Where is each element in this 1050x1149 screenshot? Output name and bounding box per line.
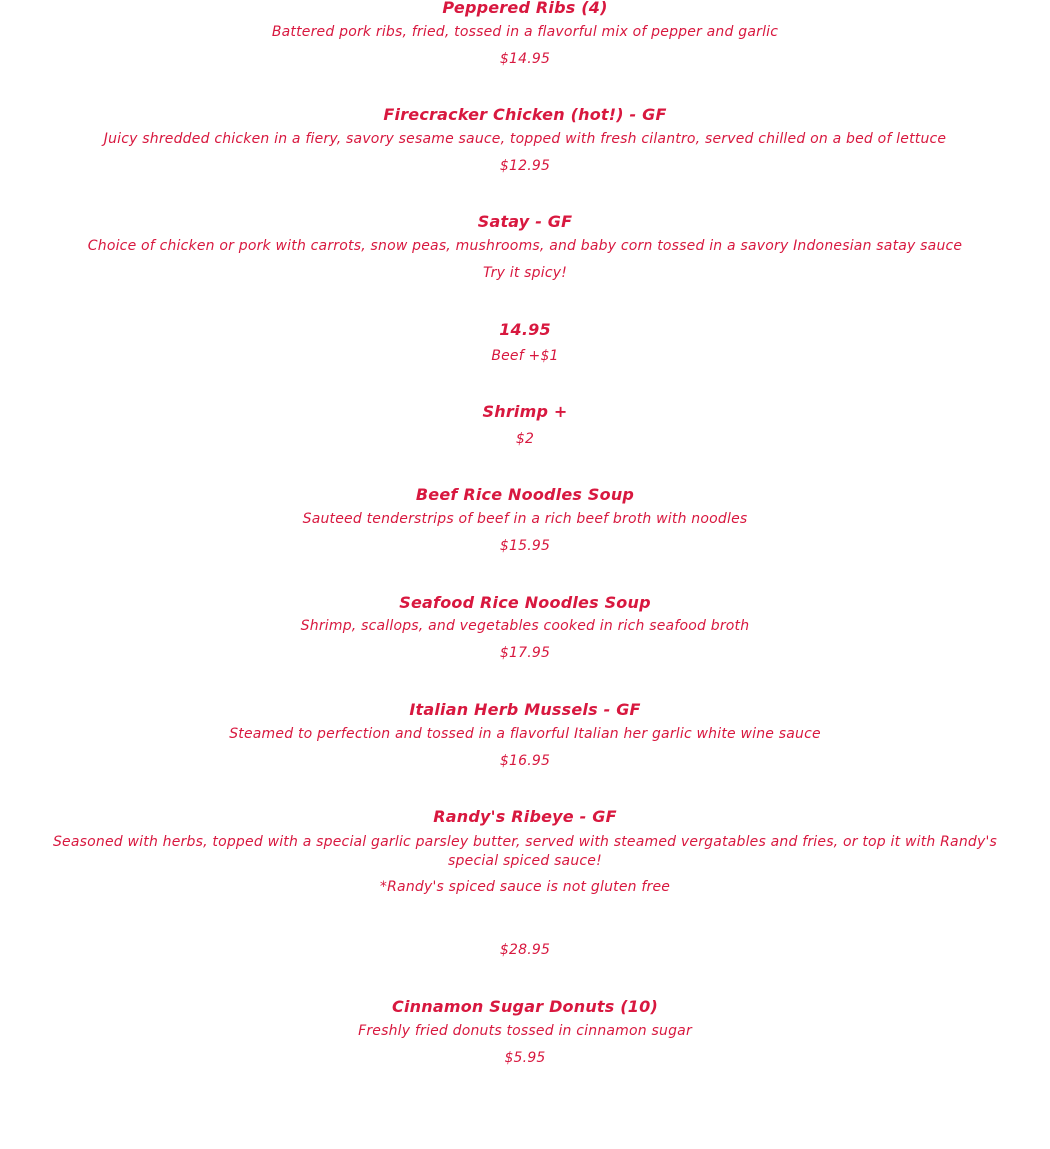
menu-item-title: Randy's Ribeye - GF [433, 807, 617, 826]
menu-item-title: Seafood Rice Noodles Soup [399, 593, 651, 612]
menu-item-option-title: Shrimp + [482, 402, 568, 421]
menu-item-price: $15.95 [499, 538, 551, 554]
menu-item-title: Cinnamon Sugar Donuts (10) [392, 997, 658, 1016]
menu-item-title: Peppered Ribs (4) [442, 0, 608, 17]
menu-item-description: Seasoned with herbs, topped with a special garlic parsley butter, served with steamed vergatables and fries, or top it with Randy's special spiced sauce! [52, 834, 998, 869]
menu-item-description: Freshly fried donuts tossed in cinnamon sugar [358, 1023, 692, 1039]
menu-item-description: Sauteed tenderstrips of beef in a rich beef broth with noodles [302, 511, 748, 527]
menu-item-option-price: $2 [515, 431, 535, 447]
menu-item-price: $28.95 [499, 942, 551, 958]
menu-item-price: 14.95 [499, 320, 551, 339]
menu-item-title: Satay - GF [477, 212, 573, 231]
menu-item-price: $12.95 [499, 158, 551, 174]
menu-item-description: Juicy shredded chicken in a fiery, savory sesame sauce, topped with fresh cilantro, served chilled on a bed of lettuce [103, 131, 947, 147]
menu-item-note: Try it spicy! [482, 265, 568, 281]
menu-item-title: Italian Herb Mussels - GF [409, 700, 641, 719]
menu-item-description: Shrimp, scallops, and vegetables cooked in rich seafood broth [300, 618, 750, 634]
menu-item-option: Beef +$1 [491, 348, 559, 364]
menu-item-description: Battered pork ribs, fried, tossed in a flavorful mix of pepper and garlic [271, 24, 779, 40]
menu-item-title: Beef Rice Noodles Soup [415, 485, 635, 504]
menu-item-description: Steamed to perfection and tossed in a flavorful Italian her garlic white wine sauce [229, 726, 821, 742]
menu-item-title: Firecracker Chicken (hot!) - GF [383, 105, 667, 124]
menu-item-note: *Randy's spiced sauce is not gluten free [379, 879, 671, 895]
menu-item-price: $17.95 [499, 645, 551, 661]
menu-item-description: Choice of chicken or pork with carrots, snow peas, mushrooms, and baby corn tossed in a savory Indonesian satay sauce [87, 238, 963, 254]
menu-item-price: $16.95 [499, 753, 551, 769]
menu-item-price: $14.95 [499, 51, 551, 67]
menu-item-price: $5.95 [504, 1050, 546, 1066]
